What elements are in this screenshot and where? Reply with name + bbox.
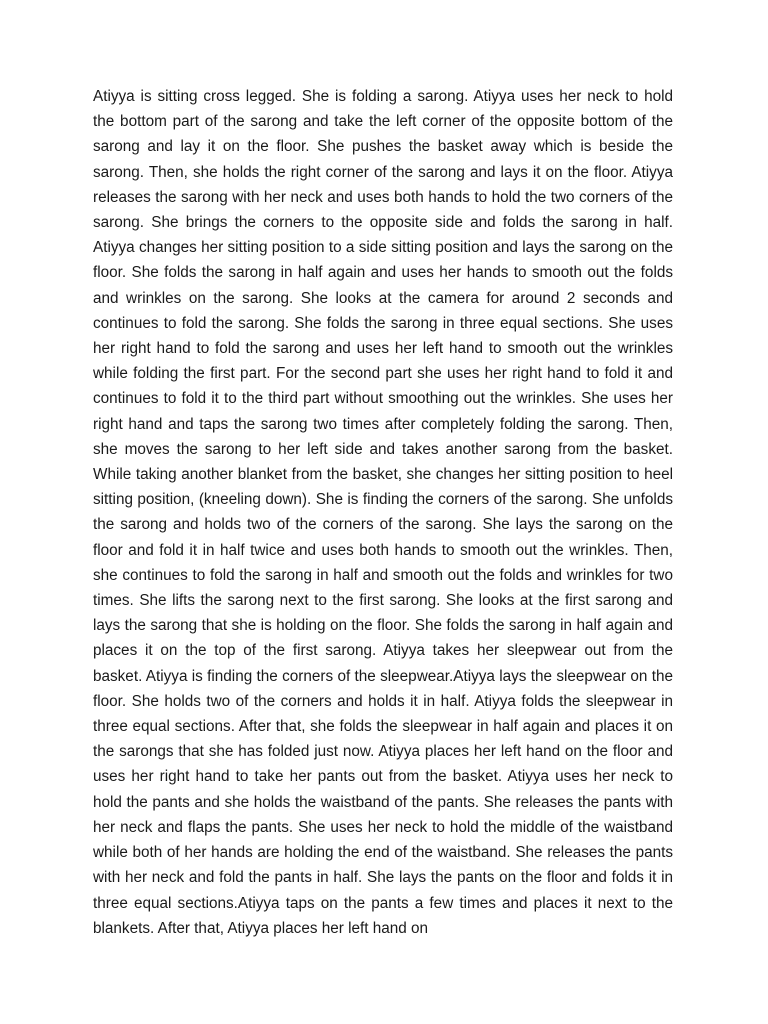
body-paragraph: Atiyya is sitting cross legged. She is folding a sarong. Atiyya uses her neck to hold the bottom part of the sarong and take the left corner of the opposite bottom of the sarong and lay it on the floor. She pushes the basket away which is beside the sarong. Then, she holds the right corner of the sarong and lays it on the floor. Atiyya releases the sarong with her neck and uses both hands to hold the two corners of the sarong. She brings the corners to the opposite side and folds the sarong in half. Atiyya changes her sitting position to a side sitting position and lays the sarong on the floor. She folds the sarong in half again and uses her hands to smooth out the folds and wrinkles on the sarong. She looks at the camera for around 2 seconds and continues to fold the sarong. She folds the sarong in three equal sections. She uses her right hand to fold the sarong and uses her left hand to smooth out the wrinkles while folding the first part. For the second part she uses her right hand to fold it and continues to fold it to the third part without smoothing out the wrinkles. She uses her right hand and taps the sarong two times after completely folding the sarong. Then, she moves the sarong to her left side and takes another sarong from the basket. While taking another blanket from the basket, she changes her sitting position to heel sitting position, (kneeling down). She is finding the corners of the sarong. She unfolds the sarong and holds two of the corners of the sarong. She lays the sarong on the floor and fold it in half twice and uses both hands to smooth out the wrinkles. Then, she continues to fold the sarong in half and smooth out the folds and wrinkles for two times. She lifts the sarong next to the first sarong. She looks at the first sarong and lays the sarong that she is holding on the floor. She folds the sarong in half again and places it on the top of the first sarong. Atiyya takes her sleepwear out from the basket. Atiyya is finding the corners of the sleepwear.Atiyya lays the sleepwear on the floor. She holds two of the corners and holds it in half. Atiyya folds the sleepwear in three equal sections. After that, she folds the sleepwear in half again and places it on the sarongs that she has folded just now. Atiyya places her left hand on the floor and uses her right hand to take her pants out from the basket. Atiyya uses her neck to hold the pants and she holds the waistband of the pants. She releases the pants with her neck and flaps the pants. She uses her neck to hold the middle of the waistband while both of her hands are holding the end of the waistband. She releases the pants with her neck and fold the pants in half. She lays the pants on the floor and folds it in three equal sections.Atiyya taps on the pants a few times and places it next to the blankets. After that, Atiyya places her left hand on [93, 88, 673, 937]
